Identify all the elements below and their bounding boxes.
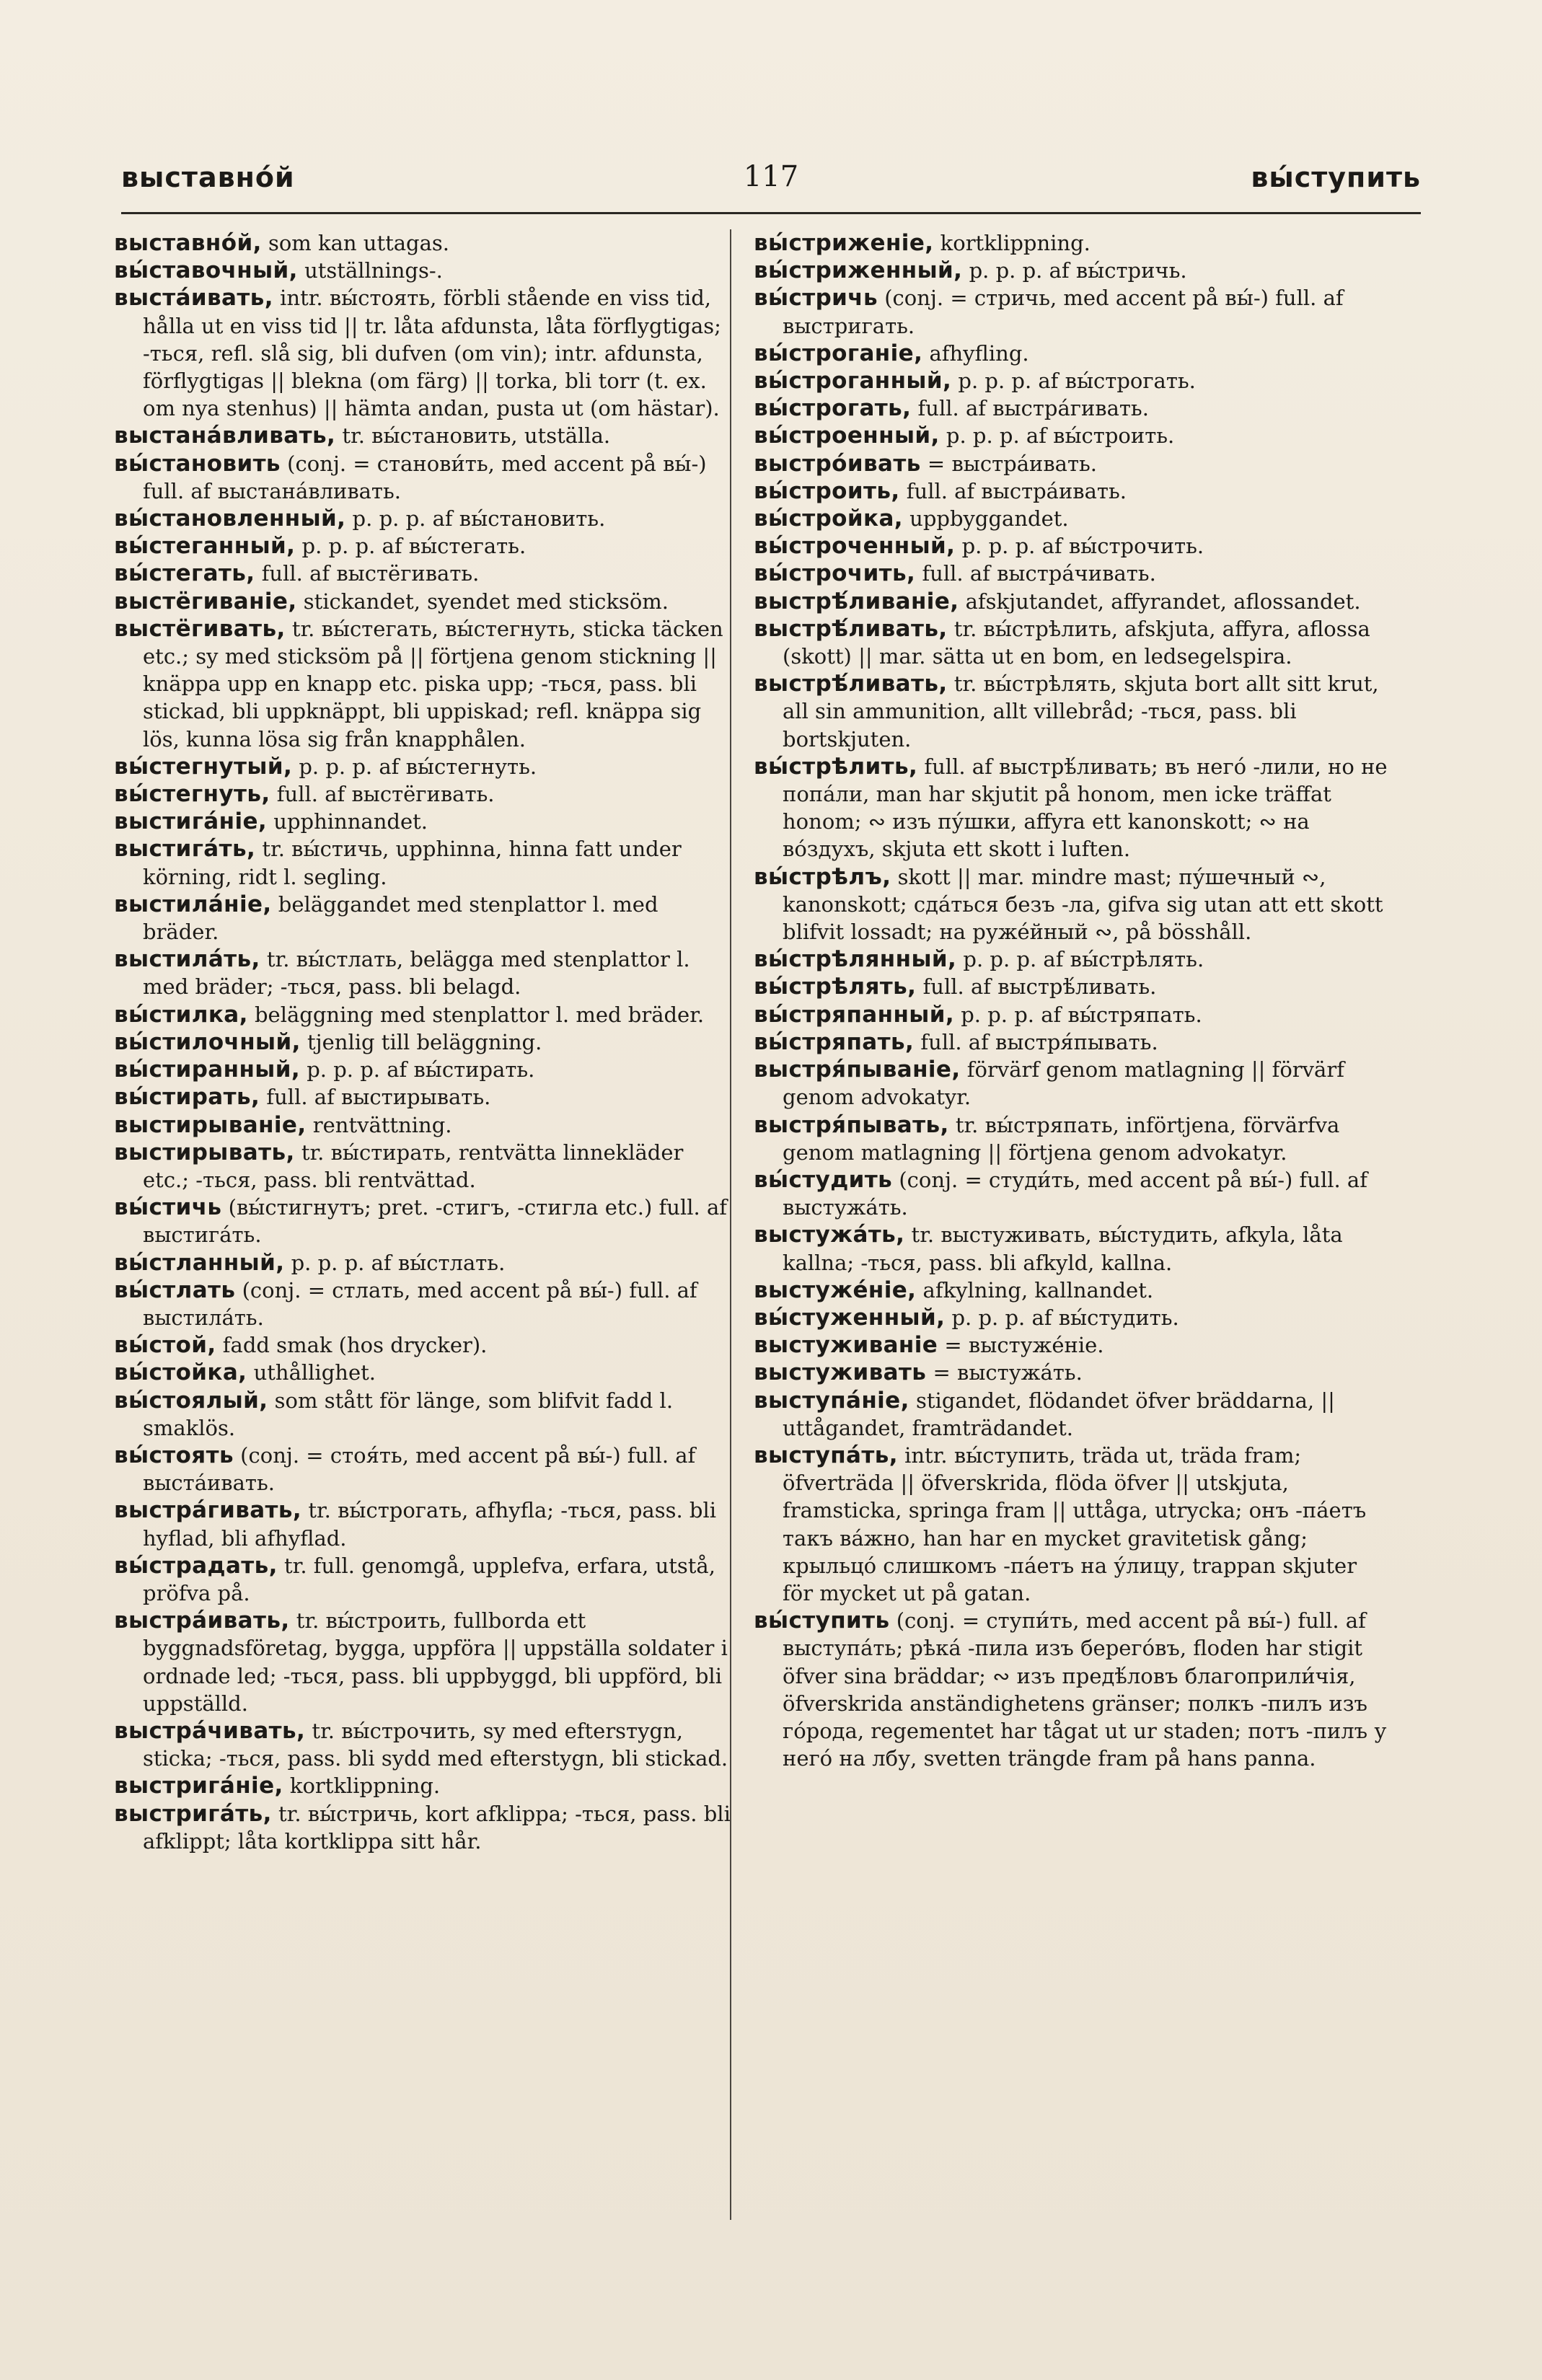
entry-headword: вы́страдать, xyxy=(114,1552,278,1579)
dictionary-entry xyxy=(754,284,1388,339)
entry-definition: = выстуже́нiе. xyxy=(938,1333,1104,1358)
entry-headword: вы́стегать, xyxy=(114,560,255,587)
entry-definition: p. p. p. af вы́строгать. xyxy=(951,369,1196,394)
dictionary-entry xyxy=(754,863,1388,946)
dictionary-entry xyxy=(114,1331,734,1359)
entry-headword: выстила́ть, xyxy=(114,946,260,973)
left-column xyxy=(114,229,734,1855)
dictionary-entry xyxy=(754,229,1388,257)
dictionary-entry xyxy=(754,1028,1388,1056)
dictionary-entry xyxy=(754,1387,1388,1442)
entry-definition: p. p. p. af вы́стричь. xyxy=(962,258,1187,283)
entry-definition: tr. вы́стичь, upphinna, hinna fatt under körning, ridt l. segling. xyxy=(143,837,682,889)
dictionary-entry xyxy=(754,505,1388,532)
entry-definition: full. af выстра́чивать. xyxy=(915,561,1156,586)
entry-definition: upphinnandet. xyxy=(267,809,428,834)
entry-headword: выстига́ть, xyxy=(114,836,256,863)
dictionary-entry xyxy=(754,946,1388,973)
entry-definition: p. p. p. af вы́студить. xyxy=(945,1305,1179,1330)
dictionary-entry xyxy=(754,1277,1388,1304)
entry-definition: uppbyggandet. xyxy=(902,506,1069,532)
entry-definition: beläggning med stenplattor l. med bräder. xyxy=(247,1002,705,1027)
entry-definition: p. p. p. af вы́стегать. xyxy=(295,534,527,559)
entry-headword: вы́стряпать, xyxy=(754,1028,915,1055)
entry-headword: выстрига́нiе, xyxy=(114,1773,283,1799)
dictionary-entry xyxy=(114,505,734,532)
entry-definition: full. af выстёгивать. xyxy=(255,561,480,586)
dictionary-entry xyxy=(754,615,1388,670)
entry-headword: выступа́нiе, xyxy=(754,1387,909,1414)
entry-headword: выстра́ивать, xyxy=(114,1608,290,1634)
entry-headword: вы́становить xyxy=(114,450,281,477)
entry-headword: вы́стеганный, xyxy=(114,533,296,560)
entry-headword: выстуже́нiе, xyxy=(754,1277,917,1303)
dictionary-entry xyxy=(754,1442,1388,1607)
entry-definition: tr. вы́стряпать, införtjena, förvärfva genom matlagning || förtjena genom advokatyr. xyxy=(783,1112,1340,1165)
entry-headword: выстрѣ́ливанiе, xyxy=(754,588,959,614)
dictionary-entry xyxy=(754,340,1388,367)
dictionary-entry xyxy=(114,1001,734,1028)
entry-definition: uthållighet. xyxy=(247,1360,376,1385)
entry-definition: tjenlig till beläggning. xyxy=(300,1029,542,1054)
entry-definition: fadd smak (hos drycker). xyxy=(216,1333,488,1358)
entry-definition: tr. вы́стегать, вы́стегнуть, sticka täcken etc.; sy med sticksöm på || förtjena genom stickning || knäppa upp en knapp etc. piska upp; -ться, pass. bli stickad, bli uppknäppt, bli uppiskad; refl. knäppa sig lös, kunna lösa sig från knapphålen. xyxy=(143,616,723,752)
dictionary-entry xyxy=(114,780,734,808)
dictionary-entry xyxy=(114,1772,734,1799)
entry-definition: rentvättning. xyxy=(306,1112,452,1137)
dictionary-entry xyxy=(114,615,734,753)
dictionary-entry xyxy=(114,284,734,422)
entry-definition: full. af выстирывать. xyxy=(260,1085,491,1110)
left-guide-word: выставно́й xyxy=(121,162,295,193)
entry-headword: вы́строчить, xyxy=(754,560,916,587)
entry-headword: выстёгиванiе, xyxy=(114,588,297,614)
dictionary-entry xyxy=(754,1607,1388,1772)
column-divider xyxy=(730,229,731,2220)
entry-definition: (conj. = станови́ть, med accent på вы́-) full. af выстана́вливать. xyxy=(143,451,707,503)
entry-definition: (conj. = стлать, med accent på вы́-) full. af выстила́ть. xyxy=(143,1277,697,1330)
entry-headword: выстига́нiе, xyxy=(114,808,268,835)
entry-headword: выстирывать, xyxy=(114,1139,295,1165)
dictionary-entry xyxy=(754,588,1388,615)
entry-headword: выстила́нiе, xyxy=(114,891,272,917)
entry-headword: вы́стоять xyxy=(114,1442,234,1468)
dictionary-entry xyxy=(114,1083,734,1111)
dictionary-entry xyxy=(114,450,734,505)
entry-definition: tr. вы́стирать, rentvätta linnekläder etc.; -ться, pass. bli rentvättad. xyxy=(143,1140,684,1192)
page-header xyxy=(121,154,1421,214)
entry-headword: выстря́пыванiе, xyxy=(754,1057,961,1083)
dictionary-entry xyxy=(114,1442,734,1497)
entry-headword: вы́стуженный, xyxy=(754,1304,946,1331)
entry-headword: вы́строить, xyxy=(754,477,900,504)
right-guide-word: вы́ступить xyxy=(1251,162,1421,193)
entry-definition: som stått för länge, som blifvit fadd l. smaklös. xyxy=(143,1388,674,1440)
entry-headword: вы́стилочный, xyxy=(114,1028,301,1055)
entry-definition: p. p. p. af вы́стрѣлять. xyxy=(956,947,1204,972)
entry-definition: kortklippning. xyxy=(933,231,1091,255)
entry-headword: вы́стрѣлъ, xyxy=(754,863,891,890)
entry-headword: выстирыванiе, xyxy=(114,1111,307,1138)
dictionary-entry xyxy=(114,891,734,946)
dictionary-entry xyxy=(754,422,1388,449)
entry-headword: выстуживанiе xyxy=(754,1332,938,1359)
dictionary-entry xyxy=(114,257,734,284)
entry-definition: (conj. = стричь, med accent på вы́-) full. af выстригать. xyxy=(783,286,1344,338)
entry-headword: выставно́й, xyxy=(114,230,262,256)
dictionary-entry xyxy=(114,532,734,560)
entry-headword: вы́стирать, xyxy=(114,1084,260,1111)
entry-definition: full. af выстра́ивать. xyxy=(899,478,1127,503)
dictionary-entry xyxy=(114,1111,734,1139)
entry-headword: вы́стланный, xyxy=(114,1249,285,1276)
entry-definition: utställnings-. xyxy=(297,258,443,283)
entry-headword: вы́стегнутый, xyxy=(114,753,293,780)
entry-definition: skott || mar. mindre mast; пу́шечный ∾, kanonskott; сда́ться безъ -ла, gifva sig utan att ett skott blifvit lossadt; на руже́йный ∾, på bösshåll. xyxy=(783,864,1383,945)
dictionary-entry xyxy=(754,973,1388,1000)
dictionary-entry xyxy=(114,588,734,615)
dictionary-entry xyxy=(754,450,1388,477)
dictionary-entry xyxy=(114,808,734,835)
entry-definition: tr. вы́стлать, belägga med stenplattor l. med bräder; -ться, pass. bli belagd. xyxy=(143,947,690,1000)
dictionary-entry xyxy=(754,753,1388,863)
entry-definition: som kan uttagas. xyxy=(261,231,450,255)
entry-definition: tr. full. genomgå, upplefva, erfara, utstå, pröfva på. xyxy=(143,1553,715,1605)
entry-headword: вы́стоялый, xyxy=(114,1387,268,1414)
entry-headword: выстуживать xyxy=(754,1359,927,1386)
entry-headword: выступа́ть, xyxy=(754,1442,898,1468)
entry-definition: (вы́стигнутъ; pret. -стигъ, -стигла etc.) full. af выстига́ть. xyxy=(143,1195,727,1248)
dictionary-entry xyxy=(114,1139,734,1194)
entry-definition: p. p. p. af вы́стирать. xyxy=(300,1057,535,1083)
dictionary-entry xyxy=(114,946,734,1000)
dictionary-entry xyxy=(754,560,1388,587)
dictionary-entry xyxy=(114,835,734,890)
entry-headword: выста́ивать, xyxy=(114,285,273,312)
entry-definition: p. p. p. af вы́стлать. xyxy=(284,1250,506,1275)
entry-headword: вы́стегнуть, xyxy=(114,781,270,808)
dictionary-entry xyxy=(114,1056,734,1083)
entry-headword: вы́стриженiе, xyxy=(754,230,934,256)
dictionary-entry xyxy=(114,1552,734,1607)
entry-definition: tr. вы́становить, utställa. xyxy=(335,423,611,449)
entry-definition: full. af выстёгивать. xyxy=(270,782,495,807)
entry-headword: вы́строганiе, xyxy=(754,340,923,366)
dictionary-entry xyxy=(114,1607,734,1717)
dictionary-entry xyxy=(114,1249,734,1277)
dictionary-entry xyxy=(754,1304,1388,1331)
dictionary-entry xyxy=(114,422,734,449)
entry-definition: tr. выстуживать, вы́студить, afkyla, låta kallna; -ться, pass. bli afkyld, kallna. xyxy=(783,1222,1343,1275)
dictionary-entry xyxy=(114,1359,734,1386)
dictionary-entry xyxy=(114,1387,734,1442)
dictionary-entry xyxy=(754,257,1388,284)
entry-definition: full. af выстрѣ́ливать. xyxy=(916,974,1157,1000)
entry-definition: intr. вы́ступить, träda ut, träda fram; öfverträda || öfverskrida, flöda öfver || utskjuta, framsticka, springa fram || uttåga, utrycka; онъ -па́етъ такъ ва́жно, han har en mycket gravitetisk gång; крыльцо́ слишкомъ -па́етъ на у́лицу, trappan skjuter för mycket ut på gatan. xyxy=(783,1442,1367,1605)
entry-headword: вы́становленный, xyxy=(114,506,346,532)
entry-definition: full. af выстря́пывать. xyxy=(914,1029,1158,1054)
entry-headword: выстрѣ́ливать, xyxy=(754,671,948,697)
entry-headword: вы́строенный, xyxy=(754,423,940,449)
dictionary-entry xyxy=(114,1194,734,1248)
entry-definition: tr. вы́строить, fullborda ett byggnadsföretag, bygga, uppföra || uppställa soldater i ordnade led; -ться, pass. bli uppbyggd, bli uppförd, bli uppställd. xyxy=(143,1608,728,1716)
entry-definition: p. p. p. af вы́строить. xyxy=(939,423,1175,449)
entry-headword: выстра́гивать, xyxy=(114,1497,302,1524)
page-number: 117 xyxy=(743,160,799,193)
entry-headword: выстужа́ть, xyxy=(754,1222,905,1248)
dictionary-entry xyxy=(754,1056,1388,1111)
dictionary-entry xyxy=(754,1166,1388,1221)
entry-headword: вы́стиранный, xyxy=(114,1057,300,1083)
dictionary-entry xyxy=(754,532,1388,560)
entry-headword: вы́стой, xyxy=(114,1332,216,1359)
entry-definition: afhyfling. xyxy=(922,340,1029,366)
entry-headword: вы́стилка, xyxy=(114,1001,248,1028)
entry-definition: (conj. = стоя́ть, med accent på вы́-) full. af выста́ивать. xyxy=(143,1442,696,1496)
dictionary-entry xyxy=(114,1800,734,1855)
entry-definition: tr. вы́строчить, sy med eftersтygn, sticka; -ться, pass. bli sydd med efterstygn, bli stickad. xyxy=(143,1718,728,1771)
entry-headword: вы́строгать, xyxy=(754,395,912,422)
entry-definition: intr. вы́стоять, förbli stående en viss tid, hålla ut en viss tid || tr. låta afdunsta, låta förflygtigas; -ться, refl. slå sig, bli dufven (om vin); intr. afdunsta, förflygtigas || blekna (om färg) || torka, bli torr (t. ex. om nya stenhus) || hämta andan, pusta ut (om hästar). xyxy=(143,286,721,421)
entry-definition: beläggandet med stenplattor l. med bräder. xyxy=(143,891,658,945)
entry-definition: p. p. p. af вы́становить. xyxy=(345,506,606,532)
dictionary-entry xyxy=(754,1359,1388,1386)
entry-headword: вы́стриженный, xyxy=(754,257,963,284)
entry-definition: tr. вы́стрѣлить, afskjuta, affyra, aflossa (skott) || mar. sätta ut en bom, en ledsegelspira. xyxy=(783,616,1370,669)
entry-definition: stickandet, syendet med sticksöm. xyxy=(296,589,669,614)
entry-definition: afskjutandet, affyrandet, aflossandet. xyxy=(959,589,1361,614)
entry-headword: вы́ставочный, xyxy=(114,257,298,284)
entry-headword: вы́стрѣлять, xyxy=(754,974,917,1000)
entry-definition: kortklippning. xyxy=(283,1773,441,1799)
entry-headword: вы́строченный, xyxy=(754,533,956,560)
entry-headword: выстрѣ́ливать, xyxy=(754,615,948,642)
dictionary-entry xyxy=(754,1331,1388,1359)
entry-headword: вы́стрѣлить, xyxy=(754,753,918,780)
entry-definition: p. p. p. af вы́стряпать. xyxy=(954,1002,1202,1027)
entry-headword: выстро́ивать xyxy=(754,450,921,477)
entry-headword: выстана́вливать, xyxy=(114,423,336,449)
dictionary-entry xyxy=(754,477,1388,505)
entry-headword: вы́стлать xyxy=(114,1277,236,1303)
entry-definition: stigandet, flödandet öfver bräddarna, || uttågandet, framträdandet. xyxy=(783,1388,1335,1440)
entry-definition: = выстужа́ть. xyxy=(926,1360,1083,1385)
entry-headword: выстря́пывать, xyxy=(754,1111,949,1138)
dictionary-entry xyxy=(114,1717,734,1772)
entry-headword: выстёгивать, xyxy=(114,615,286,642)
entry-headword: вы́ступить xyxy=(754,1608,890,1634)
entry-headword: выстра́чивать, xyxy=(114,1717,306,1744)
dictionary-entry xyxy=(114,753,734,780)
dictionary-entry xyxy=(114,229,734,257)
dictionary-entry xyxy=(754,1111,1388,1166)
entry-headword: вы́строганный, xyxy=(754,368,952,395)
entry-headword: выстрига́ть, xyxy=(114,1800,272,1827)
dictionary-entry xyxy=(114,560,734,587)
entry-definition: tr. вы́стрѣлять, skjuta bort allt sitt krut, all sin ammunition, allt villebråd; -ться, pass. bli bortskjuten. xyxy=(783,671,1379,752)
entry-definition: afkylning, kallnandet. xyxy=(916,1277,1154,1303)
dictionary-entry xyxy=(114,1277,734,1331)
entry-definition: p. p. p. af вы́строчить. xyxy=(955,534,1204,559)
entry-headword: вы́стряпанный, xyxy=(754,1001,954,1028)
dictionary-entry xyxy=(754,1001,1388,1028)
entry-definition: = выстра́ивать. xyxy=(920,451,1097,476)
dictionary-entry xyxy=(754,670,1388,753)
entry-headword: вы́студить xyxy=(754,1166,893,1193)
entry-definition: förvärf genom matlagning || förvärf genom advokatyr. xyxy=(783,1057,1344,1110)
dictionary-entry xyxy=(114,1028,734,1056)
entry-definition: tr. вы́строгать, afhyfla; -ться, pass. bli hyflad, bli afhyflad. xyxy=(143,1498,717,1551)
dictionary-entry xyxy=(754,395,1388,422)
entry-headword: вы́стройка, xyxy=(754,506,903,532)
entry-definition: (conj. = ступи́ть, med accent på вы́-) full. af выступа́ть; рѣка́ -пила изъ берего́въ, floden har stigit öfver sina bräddar; ∾ изъ предѣ́ловъ благоприли́чiя, öfverskrida anständighetens gränser; полкъ -пилъ изъ го́рода, regementet har tågat ut ur staden; потъ -пилъ у него́ на лбу, svetten trängde fram på hans panna. xyxy=(783,1608,1387,1771)
entry-headword: вы́стойка, xyxy=(114,1359,247,1386)
right-column xyxy=(754,229,1388,1772)
entry-headword: вы́стрѣлянный, xyxy=(754,946,957,973)
entry-definition: tr. вы́стричь, kort afklippa; -ться, pass. bli afklippt; låta kortklippa sitt hår. xyxy=(143,1801,731,1854)
entry-headword: вы́стричь xyxy=(754,285,878,312)
dictionary-entry xyxy=(754,367,1388,395)
entry-definition: (conj. = студи́ть, med accent på вы́-) full. af выстужа́ть. xyxy=(783,1167,1367,1220)
entry-definition: full. af выстрѣ́ливать; въ него́ -лили, но не попа́ли, man har skjutit på honom, men icke träffat honom; ∾ изъ пу́шки, affyra ett kanonskott; ∾ на во́здухъ, skjuta ett skott i luften. xyxy=(783,754,1388,862)
dictionary-entry xyxy=(754,1221,1388,1276)
entry-definition: full. af выстра́гивать. xyxy=(911,396,1149,421)
dictionary-entry xyxy=(114,1497,734,1551)
entry-definition: p. p. p. af вы́стегнуть. xyxy=(292,754,537,779)
entry-headword: вы́стичь xyxy=(114,1194,222,1221)
